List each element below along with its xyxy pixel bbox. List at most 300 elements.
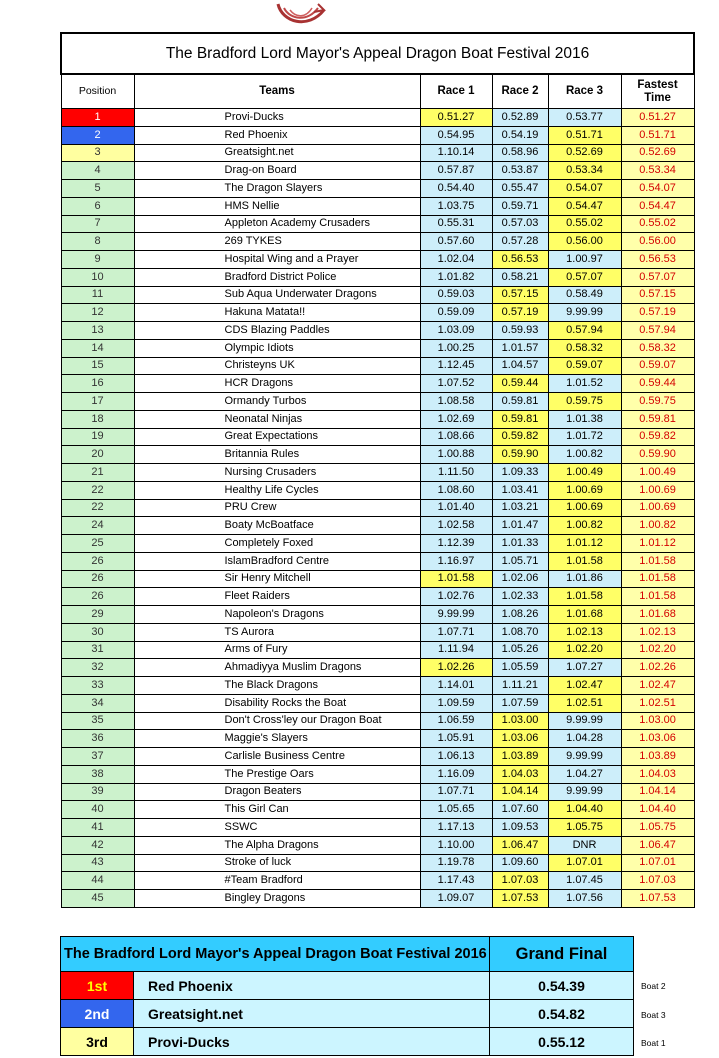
- grand-final-header-row: [61, 937, 634, 972]
- race2-cell: 1.03.41: [492, 481, 548, 499]
- header-fastest-line1: Fastest: [637, 78, 678, 91]
- race2-cell: 1.04.57: [492, 357, 548, 375]
- table-row: [61, 109, 694, 127]
- team-name-cell: Stroke of luck: [134, 854, 420, 872]
- race2-cell: 1.09.60: [492, 854, 548, 872]
- race1-cell: 1.09.07: [420, 890, 492, 908]
- fastest-time-cell: 1.02.51: [621, 694, 694, 712]
- race3-cell: 0.56.00: [548, 233, 621, 251]
- race2-cell: 0.57.15: [492, 286, 548, 304]
- team-name-cell: The Prestige Oars: [134, 765, 420, 783]
- race2-cell: 0.54.19: [492, 126, 548, 144]
- position-cell: 37: [61, 748, 134, 766]
- position-cell: 39: [61, 783, 134, 801]
- race1-cell: 1.17.13: [420, 819, 492, 837]
- team-name-cell: Fleet Raiders: [134, 588, 420, 606]
- race3-cell: 1.01.68: [548, 606, 621, 624]
- table-row: [61, 890, 694, 908]
- race1-cell: 1.08.60: [420, 481, 492, 499]
- race1-cell: 1.19.78: [420, 854, 492, 872]
- race2-cell: 0.57.28: [492, 233, 548, 251]
- fastest-time-cell: 0.58.32: [621, 339, 694, 357]
- race1-cell: 0.57.87: [420, 162, 492, 180]
- team-name-cell: Greatsight.net: [134, 144, 420, 162]
- race3-cell: 0.54.47: [548, 197, 621, 215]
- team-name-cell: 269 TYKES: [134, 233, 420, 251]
- fastest-time-cell: 0.51.27: [621, 109, 694, 127]
- race2-cell: 0.57.19: [492, 304, 548, 322]
- position-cell: 16: [61, 375, 134, 393]
- grand-final-row: [61, 972, 634, 1000]
- race2-cell: 1.06.47: [492, 836, 548, 854]
- race2-cell: 1.03.00: [492, 712, 548, 730]
- results-body: [61, 109, 694, 908]
- position-cell: 40: [61, 801, 134, 819]
- race2-cell: 1.05.71: [492, 552, 548, 570]
- position-cell: 26: [61, 552, 134, 570]
- fastest-time-cell: 0.57.19: [621, 304, 694, 322]
- race3-cell: 1.02.51: [548, 694, 621, 712]
- table-row: [61, 322, 694, 340]
- table-row: [61, 517, 694, 535]
- fastest-time-cell: 0.54.47: [621, 197, 694, 215]
- team-name-cell: Olympic Idiots: [134, 339, 420, 357]
- race3-cell: 0.53.34: [548, 162, 621, 180]
- race2-cell: 1.02.33: [492, 588, 548, 606]
- header-fastest-line2: Time: [644, 91, 671, 104]
- final-time-cell: 0.54.82: [490, 1000, 634, 1028]
- race2-cell: 1.09.33: [492, 464, 548, 482]
- position-cell: 22: [61, 481, 134, 499]
- team-name-cell: Red Phoenix: [134, 126, 420, 144]
- team-name-cell: Healthy Life Cycles: [134, 481, 420, 499]
- table-row: [61, 144, 694, 162]
- fastest-time-cell: 1.00.82: [621, 517, 694, 535]
- race1-cell: 9.99.99: [420, 606, 492, 624]
- header-race2: Race 2: [492, 74, 548, 109]
- race1-cell: 0.54.40: [420, 180, 492, 198]
- position-cell: 34: [61, 694, 134, 712]
- team-name-cell: Completely Foxed: [134, 535, 420, 553]
- fastest-time-cell: 0.57.07: [621, 268, 694, 286]
- header-fastest: [621, 74, 694, 109]
- race1-cell: 1.05.91: [420, 730, 492, 748]
- team-name-cell: Sub Aqua Underwater Dragons: [134, 286, 420, 304]
- race1-cell: 1.01.58: [420, 570, 492, 588]
- header-position: Position: [61, 74, 134, 109]
- table-row: [61, 836, 694, 854]
- race1-cell: 1.09.59: [420, 694, 492, 712]
- race2-cell: 0.58.96: [492, 144, 548, 162]
- fastest-time-cell: 1.02.47: [621, 677, 694, 695]
- race1-cell: 1.07.71: [420, 623, 492, 641]
- team-name-cell: TS Aurora: [134, 623, 420, 641]
- team-name-cell: CDS Blazing Paddles: [134, 322, 420, 340]
- fastest-time-cell: 1.00.69: [621, 481, 694, 499]
- team-name-cell: Hakuna Matata!!: [134, 304, 420, 322]
- fastest-time-cell: 1.03.06: [621, 730, 694, 748]
- table-row: [61, 499, 694, 517]
- race3-cell: 0.58.32: [548, 339, 621, 357]
- race3-cell: 1.01.52: [548, 375, 621, 393]
- race1-cell: 1.10.00: [420, 836, 492, 854]
- race2-cell: 1.03.21: [492, 499, 548, 517]
- position-cell: 15: [61, 357, 134, 375]
- position-cell: 12: [61, 304, 134, 322]
- team-name-cell: Christeyns UK: [134, 357, 420, 375]
- race2-cell: 0.59.90: [492, 446, 548, 464]
- position-cell: 33: [61, 677, 134, 695]
- team-name-cell: HMS Nellie: [134, 197, 420, 215]
- race3-cell: 1.02.47: [548, 677, 621, 695]
- table-row: [61, 197, 694, 215]
- race1-cell: 1.07.71: [420, 783, 492, 801]
- team-name-cell: Boaty McBoatface: [134, 517, 420, 535]
- race3-cell: 1.07.45: [548, 872, 621, 890]
- boat-label: Boat 3: [641, 1009, 666, 1020]
- grand-final-row: [61, 1028, 634, 1056]
- position-cell: 26: [61, 588, 134, 606]
- race2-cell: 1.07.59: [492, 694, 548, 712]
- race3-cell: 1.07.27: [548, 659, 621, 677]
- fastest-time-cell: 1.07.03: [621, 872, 694, 890]
- race2-cell: 1.04.14: [492, 783, 548, 801]
- position-cell: 8: [61, 233, 134, 251]
- grand-final-body: [61, 972, 634, 1056]
- table-row: [61, 623, 694, 641]
- position-cell: 20: [61, 446, 134, 464]
- race2-cell: 0.57.03: [492, 215, 548, 233]
- team-name-cell: HCR Dragons: [134, 375, 420, 393]
- fastest-time-cell: 0.51.71: [621, 126, 694, 144]
- race1-cell: 1.01.40: [420, 499, 492, 517]
- race3-cell: 1.00.82: [548, 446, 621, 464]
- race2-cell: 0.55.47: [492, 180, 548, 198]
- race2-cell: 0.59.44: [492, 375, 548, 393]
- race3-cell: 1.04.28: [548, 730, 621, 748]
- race1-cell: 1.12.45: [420, 357, 492, 375]
- table-row: [61, 162, 694, 180]
- race2-cell: 1.01.57: [492, 339, 548, 357]
- position-cell: 22: [61, 499, 134, 517]
- race1-cell: 1.02.04: [420, 251, 492, 269]
- team-name-cell: Appleton Academy Crusaders: [134, 215, 420, 233]
- table-row: [61, 677, 694, 695]
- race3-cell: 1.00.82: [548, 517, 621, 535]
- race3-cell: 9.99.99: [548, 748, 621, 766]
- table-row: [61, 854, 694, 872]
- table-row: [61, 801, 694, 819]
- team-name-cell: The Alpha Dragons: [134, 836, 420, 854]
- position-cell: 1: [61, 109, 134, 127]
- dragon-logo-icon: [268, 0, 332, 32]
- table-row: [61, 464, 694, 482]
- table-row: [61, 481, 694, 499]
- team-name-cell: Carlisle Business Centre: [134, 748, 420, 766]
- table-row: [61, 694, 694, 712]
- team-name-cell: Nursing Crusaders: [134, 464, 420, 482]
- race2-cell: 1.05.26: [492, 641, 548, 659]
- grand-final-heading: Grand Final: [490, 937, 634, 972]
- fastest-time-cell: 1.06.47: [621, 836, 694, 854]
- race3-cell: 1.01.58: [548, 552, 621, 570]
- race3-cell: 1.01.58: [548, 588, 621, 606]
- fastest-time-cell: 0.59.90: [621, 446, 694, 464]
- team-name-cell: Ahmadiyya Muslim Dragons: [134, 659, 420, 677]
- race1-cell: 1.00.88: [420, 446, 492, 464]
- team-name-cell: Bradford District Police: [134, 268, 420, 286]
- position-cell: 26: [61, 570, 134, 588]
- race3-cell: 1.00.69: [548, 481, 621, 499]
- table-row: [61, 783, 694, 801]
- race1-cell: 1.06.13: [420, 748, 492, 766]
- results-table: [60, 32, 695, 908]
- race2-cell: 1.07.53: [492, 890, 548, 908]
- fastest-time-cell: 1.02.20: [621, 641, 694, 659]
- race3-cell: 0.57.94: [548, 322, 621, 340]
- fastest-time-cell: 0.59.81: [621, 410, 694, 428]
- race1-cell: 0.57.60: [420, 233, 492, 251]
- race3-cell: 0.55.02: [548, 215, 621, 233]
- race3-cell: 9.99.99: [548, 304, 621, 322]
- position-cell: 7: [61, 215, 134, 233]
- team-name-cell: #Team Bradford: [134, 872, 420, 890]
- team-name-cell: Great Expectations: [134, 428, 420, 446]
- position-cell: 4: [61, 162, 134, 180]
- table-row: [61, 215, 694, 233]
- table-row: [61, 535, 694, 553]
- fastest-time-cell: 1.07.53: [621, 890, 694, 908]
- position-cell: 9: [61, 251, 134, 269]
- table-row: [61, 446, 694, 464]
- fastest-time-cell: 0.59.44: [621, 375, 694, 393]
- race3-cell: 1.01.72: [548, 428, 621, 446]
- team-name-cell: Drag-on Board: [134, 162, 420, 180]
- fastest-time-cell: 1.04.40: [621, 801, 694, 819]
- race1-cell: 0.59.09: [420, 304, 492, 322]
- race3-cell: 1.04.40: [548, 801, 621, 819]
- fastest-time-cell: 1.04.03: [621, 765, 694, 783]
- final-place-cell: 2nd: [61, 1000, 134, 1028]
- team-name-cell: Neonatal Ninjas: [134, 410, 420, 428]
- position-cell: 14: [61, 339, 134, 357]
- race3-cell: 0.54.07: [548, 180, 621, 198]
- race1-cell: 1.02.76: [420, 588, 492, 606]
- team-name-cell: Disability Rocks the Boat: [134, 694, 420, 712]
- race1-cell: 1.16.09: [420, 765, 492, 783]
- race2-cell: 1.07.03: [492, 872, 548, 890]
- position-cell: 35: [61, 712, 134, 730]
- table-row: [61, 606, 694, 624]
- race2-cell: 1.01.47: [492, 517, 548, 535]
- race3-cell: 1.02.20: [548, 641, 621, 659]
- team-name-cell: IslamBradford Centre: [134, 552, 420, 570]
- race3-cell: 1.00.49: [548, 464, 621, 482]
- table-row: [61, 393, 694, 411]
- table-row: [61, 428, 694, 446]
- race2-cell: 0.58.21: [492, 268, 548, 286]
- position-cell: 3: [61, 144, 134, 162]
- fastest-time-cell: 1.05.75: [621, 819, 694, 837]
- team-name-cell: Provi-Ducks: [134, 109, 420, 127]
- table-row: [61, 357, 694, 375]
- boat-labels: [641, 972, 701, 1058]
- race2-cell: 1.07.60: [492, 801, 548, 819]
- race3-cell: 1.07.01: [548, 854, 621, 872]
- position-cell: 13: [61, 322, 134, 340]
- position-cell: 43: [61, 854, 134, 872]
- fastest-time-cell: 0.56.00: [621, 233, 694, 251]
- position-cell: 21: [61, 464, 134, 482]
- team-name-cell: Maggie's Slayers: [134, 730, 420, 748]
- boat-label: Boat 1: [641, 1038, 666, 1048]
- race1-cell: 0.54.95: [420, 126, 492, 144]
- race3-cell: 0.53.77: [548, 109, 621, 127]
- race1-cell: 1.08.58: [420, 393, 492, 411]
- position-cell: 44: [61, 872, 134, 890]
- fastest-time-cell: 0.57.94: [621, 322, 694, 340]
- race2-cell: 0.59.81: [492, 410, 548, 428]
- table-row: [61, 233, 694, 251]
- table-row: [61, 588, 694, 606]
- position-cell: 45: [61, 890, 134, 908]
- team-name-cell: Ormandy Turbos: [134, 393, 420, 411]
- fastest-time-cell: 0.53.34: [621, 162, 694, 180]
- race2-cell: 1.05.59: [492, 659, 548, 677]
- race2-cell: 1.03.06: [492, 730, 548, 748]
- race2-cell: 0.59.81: [492, 393, 548, 411]
- race1-cell: 1.05.65: [420, 801, 492, 819]
- race1-cell: 0.51.27: [420, 109, 492, 127]
- race3-cell: 0.51.71: [548, 126, 621, 144]
- team-name-cell: Napoleon's Dragons: [134, 606, 420, 624]
- grand-final-table: [60, 936, 634, 1056]
- final-time-cell: 0.54.39: [490, 972, 634, 1000]
- race2-cell: 1.09.53: [492, 819, 548, 837]
- team-name-cell: Dragon Beaters: [134, 783, 420, 801]
- race3-cell: 1.01.86: [548, 570, 621, 588]
- race2-cell: 1.02.06: [492, 570, 548, 588]
- race2-cell: 1.08.70: [492, 623, 548, 641]
- fastest-time-cell: 1.02.13: [621, 623, 694, 641]
- fastest-time-cell: 0.54.07: [621, 180, 694, 198]
- final-time-cell: 0.55.12: [490, 1028, 634, 1056]
- team-name-cell: Bingley Dragons: [134, 890, 420, 908]
- position-cell: 18: [61, 410, 134, 428]
- fastest-time-cell: 0.59.75: [621, 393, 694, 411]
- team-name-cell: Arms of Fury: [134, 641, 420, 659]
- race1-cell: 1.02.26: [420, 659, 492, 677]
- position-cell: 24: [61, 517, 134, 535]
- race1-cell: 1.06.59: [420, 712, 492, 730]
- table-row: [61, 872, 694, 890]
- final-team-cell: Red Phoenix: [134, 972, 490, 1000]
- fastest-time-cell: 0.59.82: [621, 428, 694, 446]
- team-name-cell: SSWC: [134, 819, 420, 837]
- final-team-cell: Greatsight.net: [134, 1000, 490, 1028]
- final-team-cell: Provi-Ducks: [134, 1028, 490, 1056]
- fastest-time-cell: 1.01.58: [621, 588, 694, 606]
- table-row: [61, 765, 694, 783]
- race1-cell: 1.02.58: [420, 517, 492, 535]
- final-place-cell: 3rd: [61, 1028, 134, 1056]
- race1-cell: 1.12.39: [420, 535, 492, 553]
- team-name-cell: Sir Henry Mitchell: [134, 570, 420, 588]
- position-cell: 30: [61, 623, 134, 641]
- race3-cell: 0.59.07: [548, 357, 621, 375]
- position-cell: 42: [61, 836, 134, 854]
- position-cell: 17: [61, 393, 134, 411]
- race2-cell: 1.08.26: [492, 606, 548, 624]
- header-race1: Race 1: [420, 74, 492, 109]
- fastest-time-cell: 1.03.89: [621, 748, 694, 766]
- table-row: [61, 410, 694, 428]
- race3-cell: 1.04.27: [548, 765, 621, 783]
- race3-cell: 1.01.12: [548, 535, 621, 553]
- race1-cell: 1.01.82: [420, 268, 492, 286]
- grand-final-row: [61, 1000, 634, 1028]
- table-row: [61, 819, 694, 837]
- race3-cell: 1.01.38: [548, 410, 621, 428]
- fastest-time-cell: 0.55.02: [621, 215, 694, 233]
- position-cell: 38: [61, 765, 134, 783]
- race1-cell: 1.17.43: [420, 872, 492, 890]
- position-cell: 10: [61, 268, 134, 286]
- table-row: [61, 251, 694, 269]
- race3-cell: 0.58.49: [548, 286, 621, 304]
- position-cell: 25: [61, 535, 134, 553]
- fastest-time-cell: 1.07.01: [621, 854, 694, 872]
- team-name-cell: Don't Cross'ley our Dragon Boat: [134, 712, 420, 730]
- position-cell: 5: [61, 180, 134, 198]
- fastest-time-cell: 1.01.58: [621, 570, 694, 588]
- race3-cell: 1.00.69: [548, 499, 621, 517]
- table-row: [61, 339, 694, 357]
- table-row: [61, 641, 694, 659]
- fastest-time-cell: 1.02.26: [621, 659, 694, 677]
- race3-cell: 1.00.97: [548, 251, 621, 269]
- fastest-time-cell: 1.00.49: [621, 464, 694, 482]
- results-table-container: [60, 32, 678, 908]
- race2-cell: 0.56.53: [492, 251, 548, 269]
- table-row: [61, 304, 694, 322]
- race2-cell: 0.59.71: [492, 197, 548, 215]
- race3-cell: 0.59.75: [548, 393, 621, 411]
- table-row: [61, 748, 694, 766]
- race1-cell: 0.59.03: [420, 286, 492, 304]
- fastest-time-cell: 1.01.58: [621, 552, 694, 570]
- team-name-cell: Britannia Rules: [134, 446, 420, 464]
- fastest-time-cell: 1.03.00: [621, 712, 694, 730]
- final-place-cell: 1st: [61, 972, 134, 1000]
- race1-cell: 1.03.09: [420, 322, 492, 340]
- race3-cell: 9.99.99: [548, 712, 621, 730]
- fastest-time-cell: 0.57.15: [621, 286, 694, 304]
- race1-cell: 1.08.66: [420, 428, 492, 446]
- race2-cell: 0.59.93: [492, 322, 548, 340]
- race1-cell: 1.02.69: [420, 410, 492, 428]
- fastest-time-cell: 0.56.53: [621, 251, 694, 269]
- race1-cell: 1.03.75: [420, 197, 492, 215]
- position-cell: 29: [61, 606, 134, 624]
- team-name-cell: PRU Crew: [134, 499, 420, 517]
- race1-cell: 0.55.31: [420, 215, 492, 233]
- table-row: [61, 659, 694, 677]
- table-title: The Bradford Lord Mayor's Appeal Dragon Boat Festival 2016: [61, 33, 694, 74]
- table-row: [61, 570, 694, 588]
- table-row: [61, 286, 694, 304]
- race1-cell: 1.16.97: [420, 552, 492, 570]
